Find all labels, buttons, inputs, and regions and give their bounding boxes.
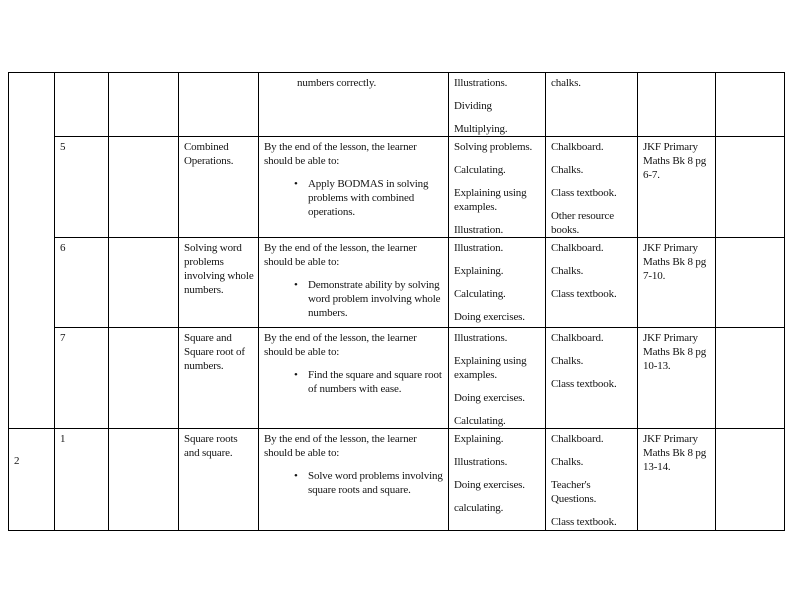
spare-cell — [109, 429, 179, 531]
activities-cell — [449, 238, 546, 328]
reference-cell — [638, 328, 716, 429]
activities-cell — [449, 73, 546, 137]
objectives-intro: By the end of the lesson, the learner should be able to: — [264, 141, 417, 167]
objectives-intro: By the end of the lesson, the learner should be able to: — [264, 433, 417, 459]
resource-item: Chalks. — [551, 456, 584, 468]
activity-item: Calculating. — [454, 415, 506, 427]
lesson-cell — [55, 238, 109, 328]
remarks-cell — [716, 429, 785, 531]
lesson-number: 6 — [60, 242, 66, 254]
objective-bullet: • Find the square and square root of numbers with ease. — [264, 368, 444, 396]
reference-cell — [638, 137, 716, 238]
table-row — [9, 137, 785, 238]
topic-text: Combined Operations. — [184, 141, 234, 167]
objectives-cell — [259, 73, 449, 137]
resources-cell — [546, 73, 638, 137]
activity-item: Illustrations. — [454, 77, 508, 89]
activity-item: Illustration. — [454, 224, 504, 236]
spare-cell — [109, 328, 179, 429]
objectives-intro: By the end of the lesson, the learner should be able to: — [264, 332, 417, 358]
week-number: 2 — [14, 455, 20, 467]
activity-item: Doing exercises. — [454, 392, 525, 404]
scheme-of-work-table — [8, 72, 785, 531]
resources-cell — [546, 328, 638, 429]
topic-text: Solving word problems involving whole numbers. — [184, 242, 254, 296]
topic-cell — [179, 328, 259, 429]
activity-item: Illustrations. — [454, 456, 508, 468]
topic-cell — [179, 429, 259, 531]
table-row — [9, 429, 785, 531]
table-row — [9, 73, 785, 137]
resource-item: Chalkboard. — [551, 141, 604, 153]
reference-cell — [638, 238, 716, 328]
resource-item: Chalkboard. — [551, 433, 604, 445]
activity-item: Doing exercises. — [454, 479, 525, 491]
reference-cell — [638, 429, 716, 531]
reference-cell — [638, 73, 716, 137]
reference-text: JKF Primary Maths Bk 8 pg 7-10. — [643, 242, 707, 282]
objective-bullet: • Apply BODMAS in solving problems with combined operations. — [264, 177, 444, 219]
reference-text: JKF Primary Maths Bk 8 pg 13-14. — [643, 433, 707, 473]
reference-text: JKF Primary Maths Bk 8 pg 10-13. — [643, 332, 707, 372]
resources-cell — [546, 137, 638, 238]
lesson-number: 5 — [60, 141, 66, 153]
objective-bullet: • Solve word problems involving square roots and square. — [264, 469, 444, 497]
week-cell-merged — [9, 73, 55, 429]
resource-item: Class textbook. — [551, 378, 617, 390]
lesson-number: 7 — [60, 332, 66, 344]
spare-cell — [109, 238, 179, 328]
activity-item: Calculating. — [454, 288, 506, 300]
objectives-cell — [259, 429, 449, 531]
lesson-cell — [55, 429, 109, 531]
remarks-cell — [716, 137, 785, 238]
topic-text: Square and Square root of numbers. — [184, 332, 245, 372]
resources-cell — [546, 429, 638, 531]
resource-item: Other resource books. — [551, 210, 614, 236]
objectives-intro: By the end of the lesson, the learner should be able to: — [264, 242, 417, 268]
resource-item: Class textbook. — [551, 187, 617, 199]
lesson-cell — [55, 137, 109, 238]
objective-continuation: numbers correctly. — [297, 77, 377, 89]
spare-cell — [109, 137, 179, 238]
resource-item: chalks. — [551, 77, 581, 89]
objectives-cell — [259, 238, 449, 328]
resource-item: Chalkboard. — [551, 242, 604, 254]
lesson-cell — [55, 73, 109, 137]
activity-item: Doing exercises. — [454, 311, 525, 323]
lesson-cell — [55, 328, 109, 429]
activities-cell — [449, 328, 546, 429]
activity-item: Explaining. — [454, 265, 504, 277]
activity-item: Multiplying. — [454, 123, 508, 135]
activity-item: Explaining using examples. — [454, 355, 527, 381]
spare-cell — [109, 73, 179, 137]
activity-item: Illustrations. — [454, 332, 508, 344]
objectives-cell — [259, 137, 449, 238]
table-row — [9, 328, 785, 429]
activity-item: Solving problems. — [454, 141, 533, 153]
week-cell — [9, 429, 55, 531]
activities-cell — [449, 429, 546, 531]
activity-item: Dividing — [454, 100, 492, 112]
objectives-cell — [259, 328, 449, 429]
activity-item: Explaining. — [454, 433, 504, 445]
resources-cell — [546, 238, 638, 328]
objective-bullet: • Demonstrate ability by solving word problem involving whole numbers. — [264, 278, 444, 320]
lesson-number: 1 — [60, 433, 66, 445]
remarks-cell — [716, 73, 785, 137]
activity-item: Illustration. — [454, 242, 504, 254]
topic-cell — [179, 137, 259, 238]
reference-text: JKF Primary Maths Bk 8 pg 6-7. — [643, 141, 707, 181]
resource-item: Class textbook. — [551, 516, 617, 528]
table-row — [9, 238, 785, 328]
resource-item: Chalkboard. — [551, 332, 604, 344]
resource-item: Chalks. — [551, 355, 584, 367]
activity-item: Explaining using examples. — [454, 187, 527, 213]
resource-item: Chalks. — [551, 164, 584, 176]
topic-cell — [179, 238, 259, 328]
topic-text: Square roots and square. — [184, 433, 238, 459]
activities-cell — [449, 137, 546, 238]
remarks-cell — [716, 238, 785, 328]
activity-item: Calculating. — [454, 164, 506, 176]
resource-item: Class textbook. — [551, 288, 617, 300]
remarks-cell — [716, 328, 785, 429]
topic-cell — [179, 73, 259, 137]
resource-item: Teacher's Questions. — [551, 479, 597, 505]
activity-item: calculating. — [454, 502, 504, 514]
resource-item: Chalks. — [551, 265, 584, 277]
